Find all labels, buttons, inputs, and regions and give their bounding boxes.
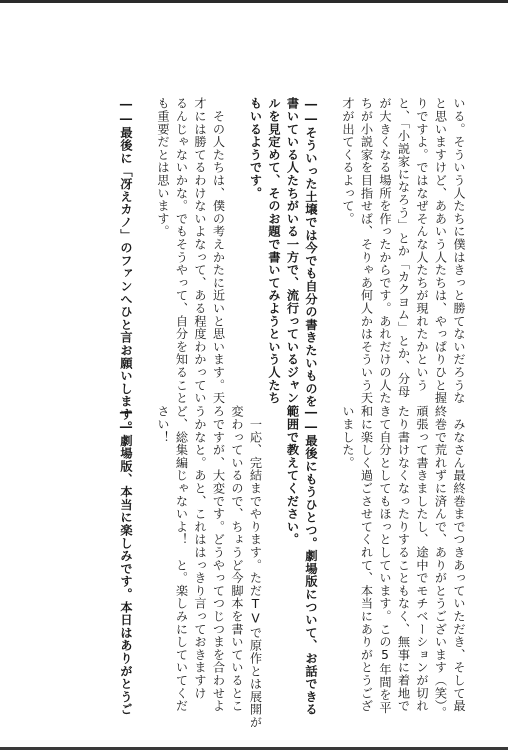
interview-answer-line: いる。そういう人たちに僕はきっと勝てないだろうな xyxy=(452,97,466,405)
interview-answer-line: 才には勝てるわけないよなって、ある程度わかってい xyxy=(193,97,207,405)
interview-answer-line: ど、総集編じゃないよ！ と。楽しみにしていてくだ xyxy=(174,405,189,713)
interview-answer-line: りですよ。ではなぜそんな人たちが現れたかという xyxy=(415,97,429,392)
interview-question-line: ――そういった土壌では今でも自分の書きたいものを xyxy=(304,97,318,408)
interview-answer-line: さい！ xyxy=(156,405,170,444)
interview-answer-line: たり書けなくなったりすることもなく、無事に着地で xyxy=(396,405,411,713)
interview-question-line: ――最後にもうひとつ。劇場版について、お話できる xyxy=(304,405,318,716)
interview-answer-line: も重要だとは思います。 xyxy=(156,97,170,238)
interview-answer-line: その人たちは、僕の考えかたに近いと思います。天 xyxy=(211,97,226,405)
interview-answer-line: と思いますけど、ああいう人たちは、やっぱりひと握 xyxy=(433,97,448,405)
interview-answer-line: うかなと。あと、これははっきり言っておきますけ xyxy=(193,405,207,700)
interview-answer-line: ろですが、大変です。どうやってつじつまを合わせよ xyxy=(211,405,226,713)
interview-question-line: ――最後に「冴えカノ」のファンへひと言お願いします。 xyxy=(119,97,133,434)
interview-answer-line: と、「小説家になろう」とか「カクヨム」とか、分母 xyxy=(396,97,411,399)
interview-answer-line: が大きくなる場所を作ったからです。あれだけの人た xyxy=(378,97,392,405)
interview-answer-line: ちが小説家を目指せば、そりゃあ何人かはそういう天 xyxy=(359,97,374,405)
interview-answer-line: 和に楽しく過ごさせてくれて、本当にありがとうござ xyxy=(359,405,374,713)
interview-question-line: もいるようです。 xyxy=(248,97,263,200)
interview-answer-line: きて自分としてもほっとしています。この5年間を平 xyxy=(378,405,392,714)
interview-question-line: ――劇場版、本当に楽しみです。本日はありがとうご xyxy=(119,405,133,716)
interview-answer-line: 才が出てくるよって。 xyxy=(341,97,355,225)
interview-answer-line: 頑張って書きましたし、途中でモチベーションが切れ xyxy=(415,405,429,713)
interview-answer-line: みなさん最終巻までつきあっていただき、そして最 xyxy=(452,405,466,713)
interview-answer-line: 終巻で荒れずに済んで、ありがとうございます（笑）。 xyxy=(433,405,448,719)
interview-question-line: ルを見定めて、そのお題で書いてみようという人たち xyxy=(267,97,281,405)
lower-text-block xyxy=(117,405,469,729)
top-rule xyxy=(0,0,508,3)
interview-answer-line: るんじゃないかな。でもそうやって、自分を知ること xyxy=(174,97,189,405)
interview-answer-line: 一応、完結までやります。ただTVで原作とは展開が xyxy=(248,405,263,729)
interview-question-line: 範囲で教えてください。 xyxy=(285,405,300,546)
interview-answer-line: いました。 xyxy=(341,405,355,469)
interview-question-line: 書いている人たちがいる一方で、流行っているジャン xyxy=(285,97,300,405)
interview-answer-line: 変わっているので、ちょうど今脚本を書いているとこ xyxy=(230,405,244,713)
